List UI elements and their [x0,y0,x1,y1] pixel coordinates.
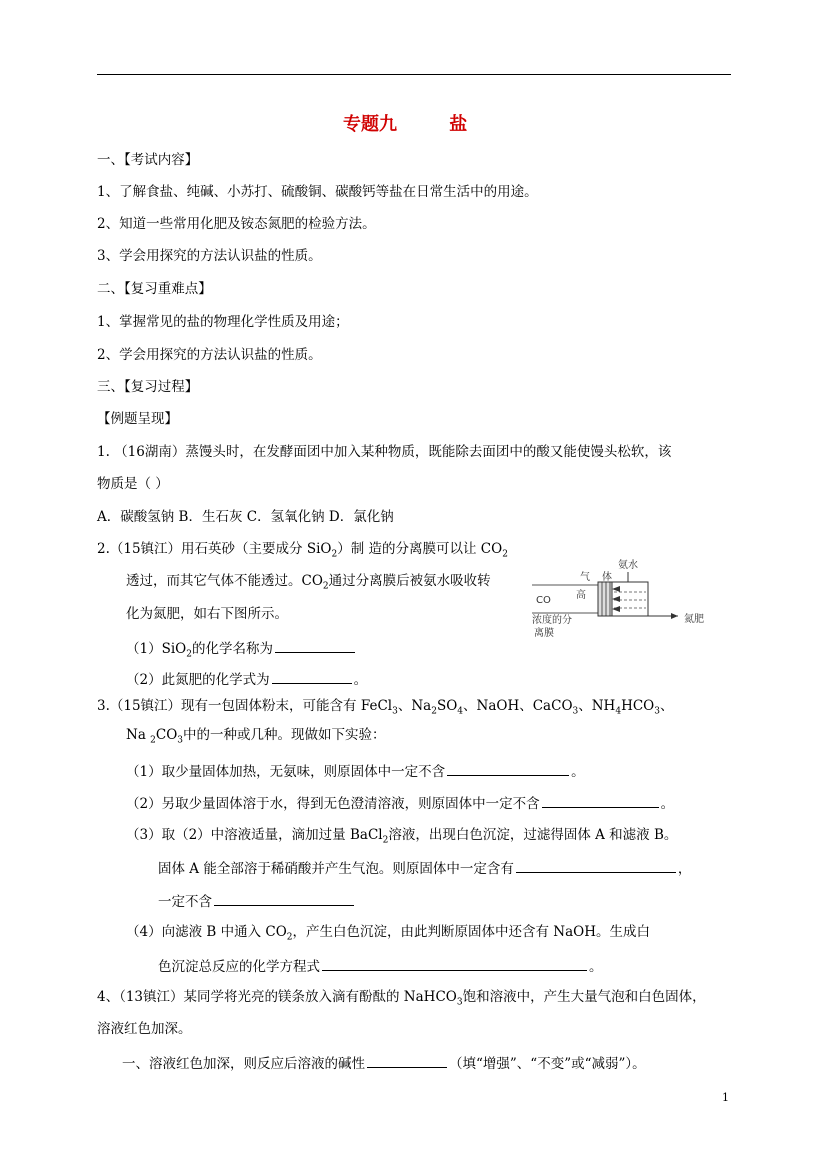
q1-line1: 1. （16湖南）蒸馒头时，在发酵面团中加入某种物质，既能除去面团中的酸又能使馒头松软，该 [97,444,672,460]
q3-line1: 3.（15镇江）现有一包固体粉末，可能含有 FeCl$_3$、$Na_2SO_4$、NaOH、CaCO$_3$、$NH_4HCO_3$、 [97,698,674,717]
page-title [343,110,467,136]
answer-blank[interactable] [272,669,352,684]
header-rule [97,74,731,75]
label-ammonia: 氨水 [618,560,638,571]
section3-heading: 三、【复习过程】 [97,379,199,395]
section1-item-3: 3、学会用探究的方法认识盐的性质。 [97,248,322,264]
q2-sub1: （1）SiO$_2$的化学名称为 [126,638,357,664]
q3-line2: Na $_2CO_3$中的一种或几种。现做如下实验： [126,727,386,746]
q3-step1: （1）取少量固体加热，无氨味，则原固体中一定不含 。 [126,761,585,781]
q2-line1: 2.（15镇江）用石英砂（主要成分 SiO$_2$）制 造的分离膜可以让 $CO_2$ [97,541,508,560]
label-fertilizer: 氮肥 [684,614,704,625]
title-part2: 盐 [449,114,468,135]
section1-heading: 一、【考试内容】 [97,152,199,168]
section2-item-2: 2、学会用探究的方法认识盐的性质。 [97,347,322,363]
title-part1: 专题九 [343,114,397,135]
label-co: CO [536,595,551,606]
section2-heading: 二、【复习重难点】 [97,281,212,297]
q3-step4-line2: 色沉淀总反应的化学方程式 。 [158,956,603,976]
q2-line3: 化为氮肥，如右下图所示。 [126,606,288,622]
page-number: 1 [722,1091,729,1104]
section3-sub: 【例题呈现】 [97,411,178,427]
section1-item-2: 2、知道一些常用化肥及铵态氮肥的检验方法。 [97,216,376,232]
answer-blank[interactable] [322,956,587,971]
label-gas2: 体 [602,572,612,583]
q1-line2: 物质是（ ） [97,476,169,492]
q4-line1: 4、（13镇江）某同学将光亮的镁条放入滴有酚酞的 NaHCO$_3$饱和溶液中，产生大量气泡和白色固体， [97,989,706,1008]
q4-line3: 一、溶液红色加深，则反应后溶液的碱性 （填“增强”、“不变”或“减弱”）。 [122,1053,646,1073]
label-gas1: 气 [580,572,590,583]
membrane-diagram [528,556,718,646]
answer-blank[interactable] [542,793,659,808]
answer-blank[interactable] [367,1053,447,1068]
answer-blank[interactable] [275,638,355,653]
q2-line2: 透过，而其它气体不能透过。$CO_2$通过分离膜后被氨水吸收转 [126,573,491,592]
section1-item-1: 1、了解食盐、纯碱、小苏打、硫酸铜、碳酸钙等盐在日常生活中的用途。 [97,184,538,200]
q3-step2: （2）另取少量固体溶于水，得到无色澄清溶液，则原固体中一定不含 。 [126,793,674,813]
answer-blank[interactable] [214,891,354,906]
label-membrane: 离膜 [534,628,554,639]
label-conc: 浓度的分 [532,615,572,626]
q3-step3-line2: 固体 A 能全部溶于稀硝酸并产生气泡。则原固体中一定含有 ， [158,858,691,878]
q3-step4: （4）向滤液 B 中通入 $CO_2$，产生白色沉淀，由此判断原固体中还含有 NaOH。生成白 [126,924,651,943]
q3-step3-line3: 一定不含 [158,891,356,911]
label-high: 高 [576,590,586,601]
answer-blank[interactable] [516,858,676,873]
section2-item-1: 1、掌握常见的盐的物理化学性质及用途； [97,314,349,330]
q1-options: A．碳酸氢钠 B．生石灰 C．氢氧化钠 D．氯化钠 [97,509,394,525]
q3-step3: （3）取（2）中溶液适量，滴加过量 BaCl$_2$溶液，出现白色沉淀，过滤得固体 A 和滤液 B。 [126,827,678,846]
q2-sub2: （2）此氮肥的化学式为 。 [126,669,367,689]
q4-line2: 溶液红色加深。 [97,1021,192,1037]
answer-blank[interactable] [447,761,569,776]
